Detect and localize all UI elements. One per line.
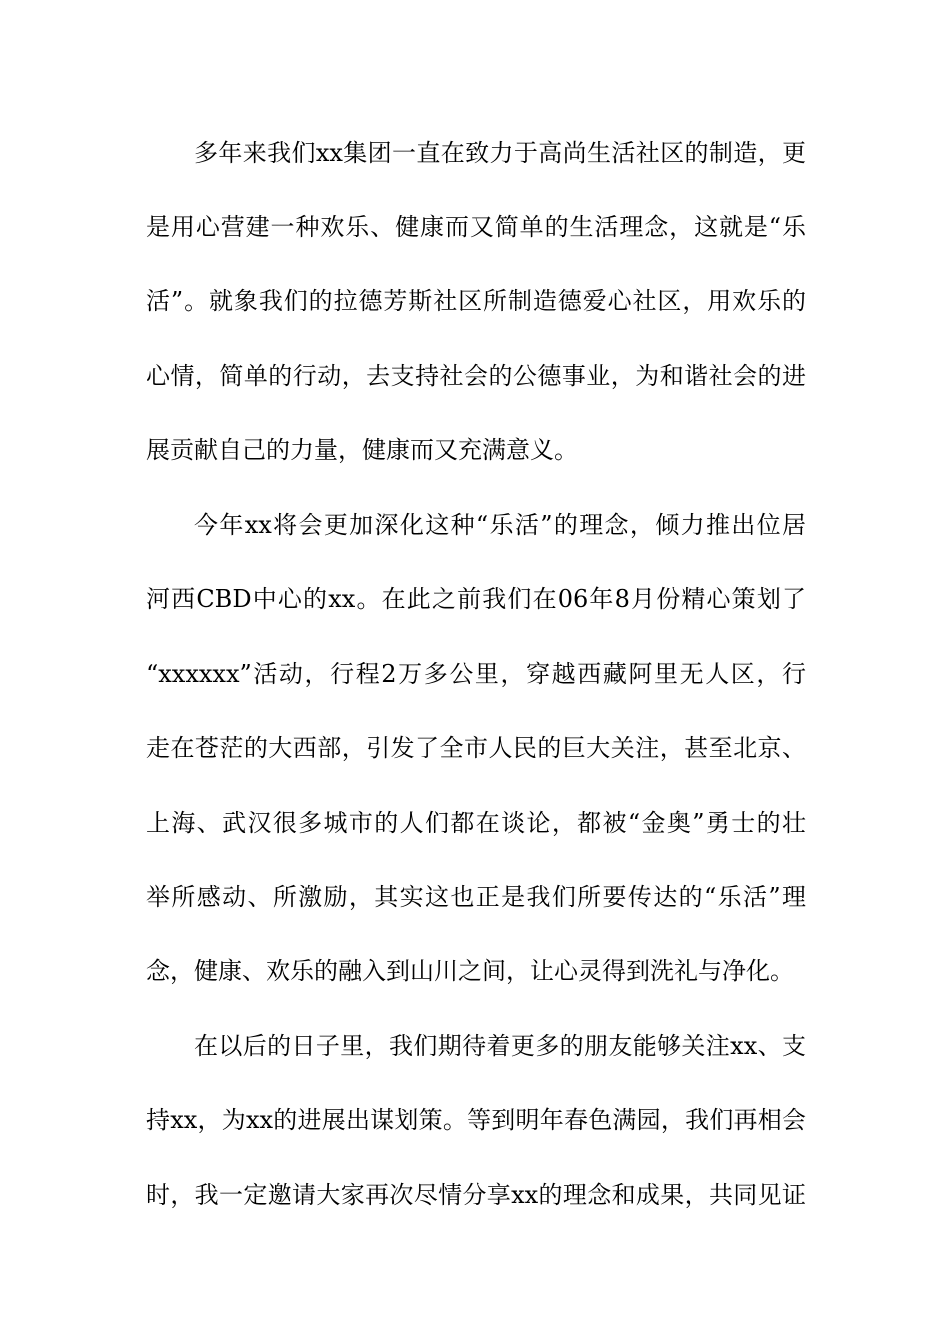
paragraph-2-line-4: 走在苍茫的大西部，引发了全市人民的巨大关注，甚至北京、 xyxy=(146,734,806,762)
paragraph-3-line-2: 持xx，为xx的进展出谋划策。等到明年春色满园，我们再相会 xyxy=(146,1106,806,1134)
paragraph-2-line-2: 河西CBD中心的xx。在此之前我们在06年8月份精心策划了 xyxy=(146,585,806,613)
paragraph-1-line-2: 是用心营建一种欢乐、健康而又简单的生活理念，这就是“乐 xyxy=(146,213,806,241)
paragraph-2-line-7: 念，健康、欢乐的融入到山川之间，让心灵得到洗礼与净化。 xyxy=(146,957,794,985)
paragraph-2-line-5: 上海、武汉很多城市的人们都在谈论，都被“金奥”勇士的壮 xyxy=(146,809,806,837)
paragraph-1-line-4: 心情，简单的行动，去支持社会的公德事业，为和谐社会的进 xyxy=(146,362,806,390)
paragraph-2-line-6: 举所感动、所激励，其实这也正是我们所要传达的“乐活”理 xyxy=(146,883,806,911)
paragraph-2-line-1: 今年xx将会更加深化这种“乐活”的理念，倾力推出位居 xyxy=(194,511,806,539)
paragraph-3-line-1: 在以后的日子里，我们期待着更多的朋友能够关注xx、支 xyxy=(194,1032,806,1060)
paragraph-1-line-1: 多年来我们xx集团一直在致力于高尚生活社区的制造，更 xyxy=(194,139,806,167)
paragraph-1-line-3: 活”。就象我们的拉德芳斯社区所制造德爱心社区，用欢乐的 xyxy=(146,287,806,315)
paragraph-1-line-5: 展贡献自己的力量，健康而又充满意义。 xyxy=(146,436,578,464)
paragraph-3-line-3: 时，我一定邀请大家再次尽情分享xx的理念和成果，共同见证 xyxy=(146,1181,806,1209)
paragraph-2-line-3: “xxxxxx”活动，行程2万多公里，穿越西藏阿里无人区，行 xyxy=(146,660,806,688)
